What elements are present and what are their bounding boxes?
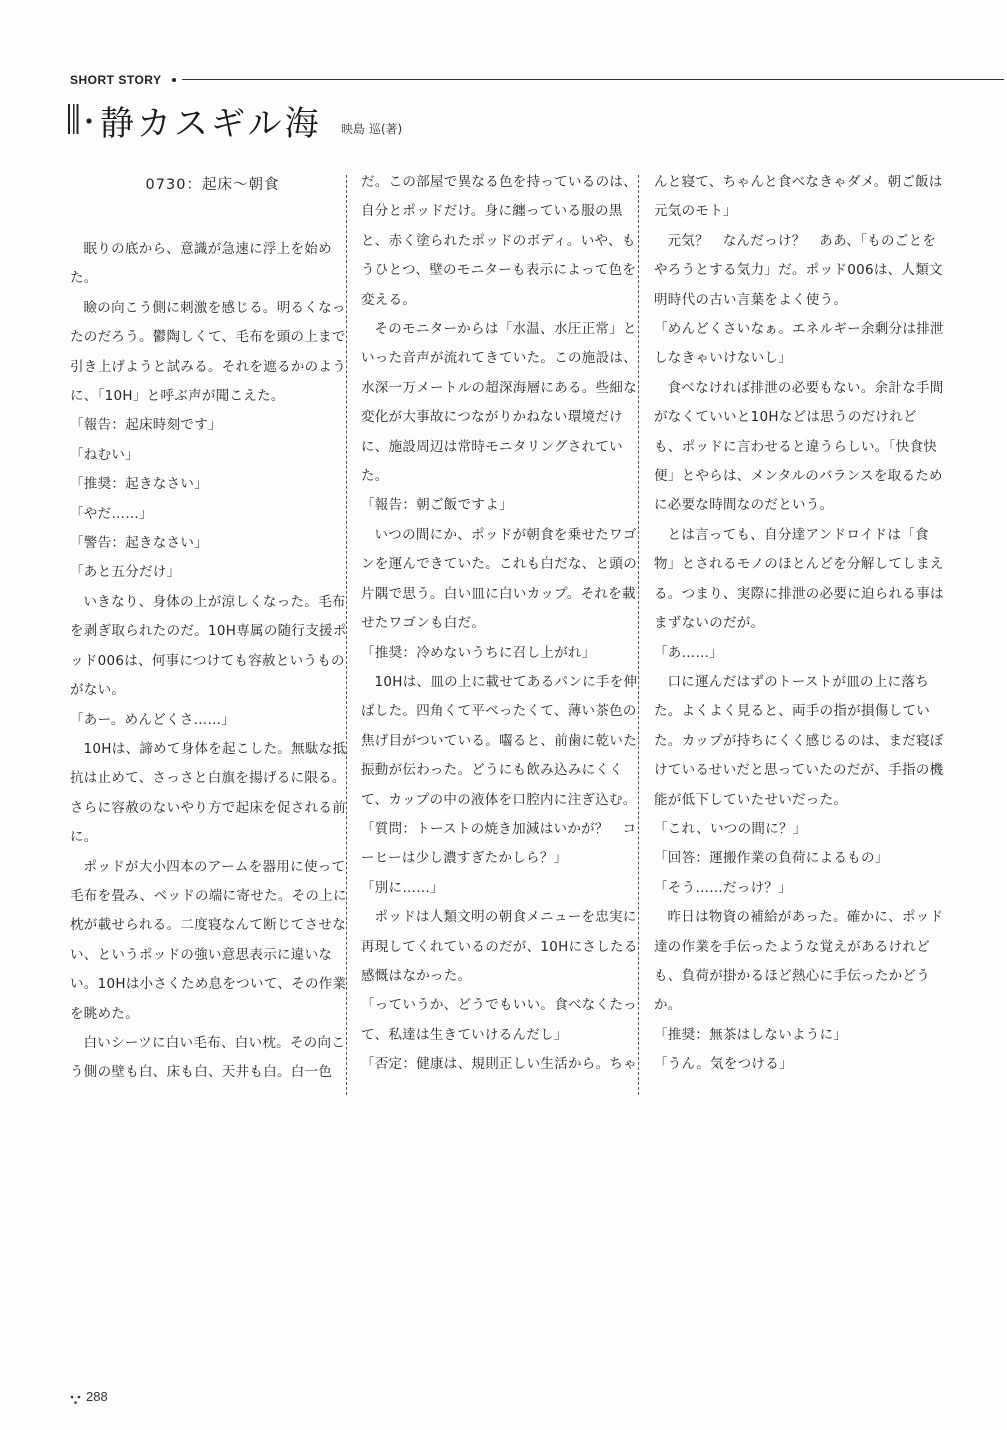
dialogue-line: 「あー。めんどくさ……」 xyxy=(70,711,236,728)
story-title: 静カスギル海 xyxy=(100,104,322,144)
dialogue-line: 「あ……」 xyxy=(654,644,723,661)
dialogue-line: 「うん。気をつける」 xyxy=(654,1056,793,1073)
section-rule xyxy=(182,79,1004,80)
page-number: 288 xyxy=(86,1389,108,1404)
section-dot xyxy=(172,78,176,82)
text-column-1 xyxy=(70,168,355,1088)
paragraph: いつの間にか、ポッドが朝食を乗せたワゴンを運んできていた。これも白だな、と頭の片隅で思う。白い皿に白いカップ。それを載せたワゴンも白だ。 xyxy=(361,526,637,632)
text-column-2 xyxy=(361,168,639,1080)
dialogue-line: 「推奨：無茶はしないように」 xyxy=(654,1026,848,1043)
paragraph: 元気？ なんだっけ？ ああ、「ものごとをやろうとする気力」だ。ポッド006は、人類文明時代の古い言葉をよく使う。 xyxy=(654,232,943,308)
column-divider xyxy=(638,175,639,1095)
paragraph: だ。この部屋で異なる色を持っているのは、自分とポッドだけ。身に纏っている服の黒と、赤く塗られたポッドのボディ。いや、もうひとつ、壁のモニターも表示によって色を変える。 xyxy=(361,174,637,308)
dialogue-line: 「推奨：冷めないうちに召し上がれ」 xyxy=(361,644,596,661)
paragraph: んと寝て、ちゃんと食べなきゃダメ。朝ご飯は元気のモト」 xyxy=(654,174,943,220)
dialogue-line: 「報告：起床時刻です」 xyxy=(70,417,222,434)
page-number-mark-icon xyxy=(70,1395,82,1405)
dialogue-line: 「否定：健康は、規則正しい生活から。ちゃ xyxy=(361,1056,637,1073)
paragraph: とは言っても、自分達アンドロイドは「食物」とされるモノのほとんどを分解してしまえる。つまり、実際に排泄の必要に迫られる事はまずないのだが。 xyxy=(654,526,944,632)
dialogue-line: 「そう……だっけ？」 xyxy=(654,879,792,896)
paragraph: いきなり、身体の上が涼しくなった。毛布を剥ぎ取られたのだ。10H専属の随行支援ポッド006は、何事につけても容赦というものがない。 xyxy=(70,593,347,699)
dialogue-line: 「めんどくさいなぁ。エネルギー余剰分は排泄しなきゃいけないし」 xyxy=(654,321,944,367)
column-divider xyxy=(346,175,347,1095)
paragraph: 瞼の向こう側に刺激を感じる。明るくなったのだろう。鬱陶しくて、毛布を頭の上まで引き上げようと試みる。それを遮るかのように、「10H」と呼ぶ声が聞こえた。 xyxy=(70,299,346,405)
paragraph: 10Hは、諦めて身体を起こした。無駄な抵抗は止めて、さっさと白旗を揚げるに限る。さらに容赦のないやり方で起床を促される前に。 xyxy=(70,740,347,846)
title-ornament-icon xyxy=(68,104,94,134)
paragraph: ポッドは人類文明の朝食メニューを忠実に再現してくれているのだが、10Hにさしたる感慨はなかった。 xyxy=(361,909,638,984)
paragraph: 白いシーツに白い毛布、白い枕。その向こう側の壁も白、床も白、天井も白。白一色 xyxy=(70,1034,346,1081)
dialogue-line: 「ねむい」 xyxy=(70,446,139,463)
author-credit: 映島 巡(著) xyxy=(341,122,403,136)
paragraph: ポッドが大小四本のアームを器用に使って毛布を畳み、ベッドの端に寄せた。その上に枕が載せられる。二度寝なんて断じてさせない、というポッドの強い意思表示に違いない。10Hは小さくため息をついて、その作業を眺めた。 xyxy=(70,858,347,1022)
dialogue-line: 「警告：起きなさい」 xyxy=(70,535,208,552)
paragraph: 眠りの底から、意識が急速に浮上を始めた。 xyxy=(70,241,332,287)
text-column-3 xyxy=(654,168,944,1080)
paragraph: 食べなければ排泄の必要もない。余計な手間がなくていいと10Hなどは思うのだけれども、ポッドに言わせると違うらしい。「快食快便」とやらは、メンタルのバランスを取るために必要な時間なのだという。 xyxy=(654,379,944,514)
section-label: SHORT STORY xyxy=(70,73,162,87)
chapter-heading: 0730：起床～朝食 xyxy=(145,177,280,193)
paragraph: 口に運んだはずのトーストが皿の上に落ちた。よくよく見ると、両手の指が損傷していた。カップが持ちにくく感じるのは、まだ寝ぼけているせいだと思っていたのだが、手指の機能が低下していたせいだった。 xyxy=(654,673,944,808)
dialogue-line: 「質問：トーストの焼き加減はいかが？ コーヒーは少し濃すぎたかしら？」 xyxy=(361,820,637,867)
dialogue-line: 「別に……」 xyxy=(361,879,444,896)
paragraph: 昨日は物資の補給があった。確かに、ポッド達の作業を手伝ったような覚えがあるけれども、負荷が掛かるほど熱心に手伝ったかどうか。 xyxy=(654,909,944,1014)
dialogue-line: 「回答：運搬作業の負荷によるもの」 xyxy=(654,850,889,867)
dialogue-line: 「やだ……」 xyxy=(70,505,153,522)
dialogue-line: 「報告：朝ご飯ですよ」 xyxy=(361,497,513,514)
paragraph: 10Hは、皿の上に載せてあるパンに手を伸ばした。四角くて平べったくて、薄い茶色の焦げ目がついている。囓ると、前歯に乾いた振動が伝わった。どうにも飲み込みにくくて、カップの中の液体を口腔内に注ぎ込む。 xyxy=(361,673,638,808)
dialogue-line: 「あと五分だけ」 xyxy=(70,564,181,581)
dialogue-line: 「推奨：起きなさい」 xyxy=(70,476,208,493)
dialogue-line: 「これ、いつの間に？」 xyxy=(654,820,807,837)
dialogue-line: 「っていうか、どうでもいい。食べなくたって、私達は生きていけるんだし」 xyxy=(361,997,637,1043)
paragraph: そのモニターからは「水温、水圧正常」といった音声が流れてきていた。この施設は、水深一万メートルの超深海層にある。些細な変化が大事故につながりかねない環境だけに、施設周辺は常時モニタリングされていた。 xyxy=(361,321,637,485)
